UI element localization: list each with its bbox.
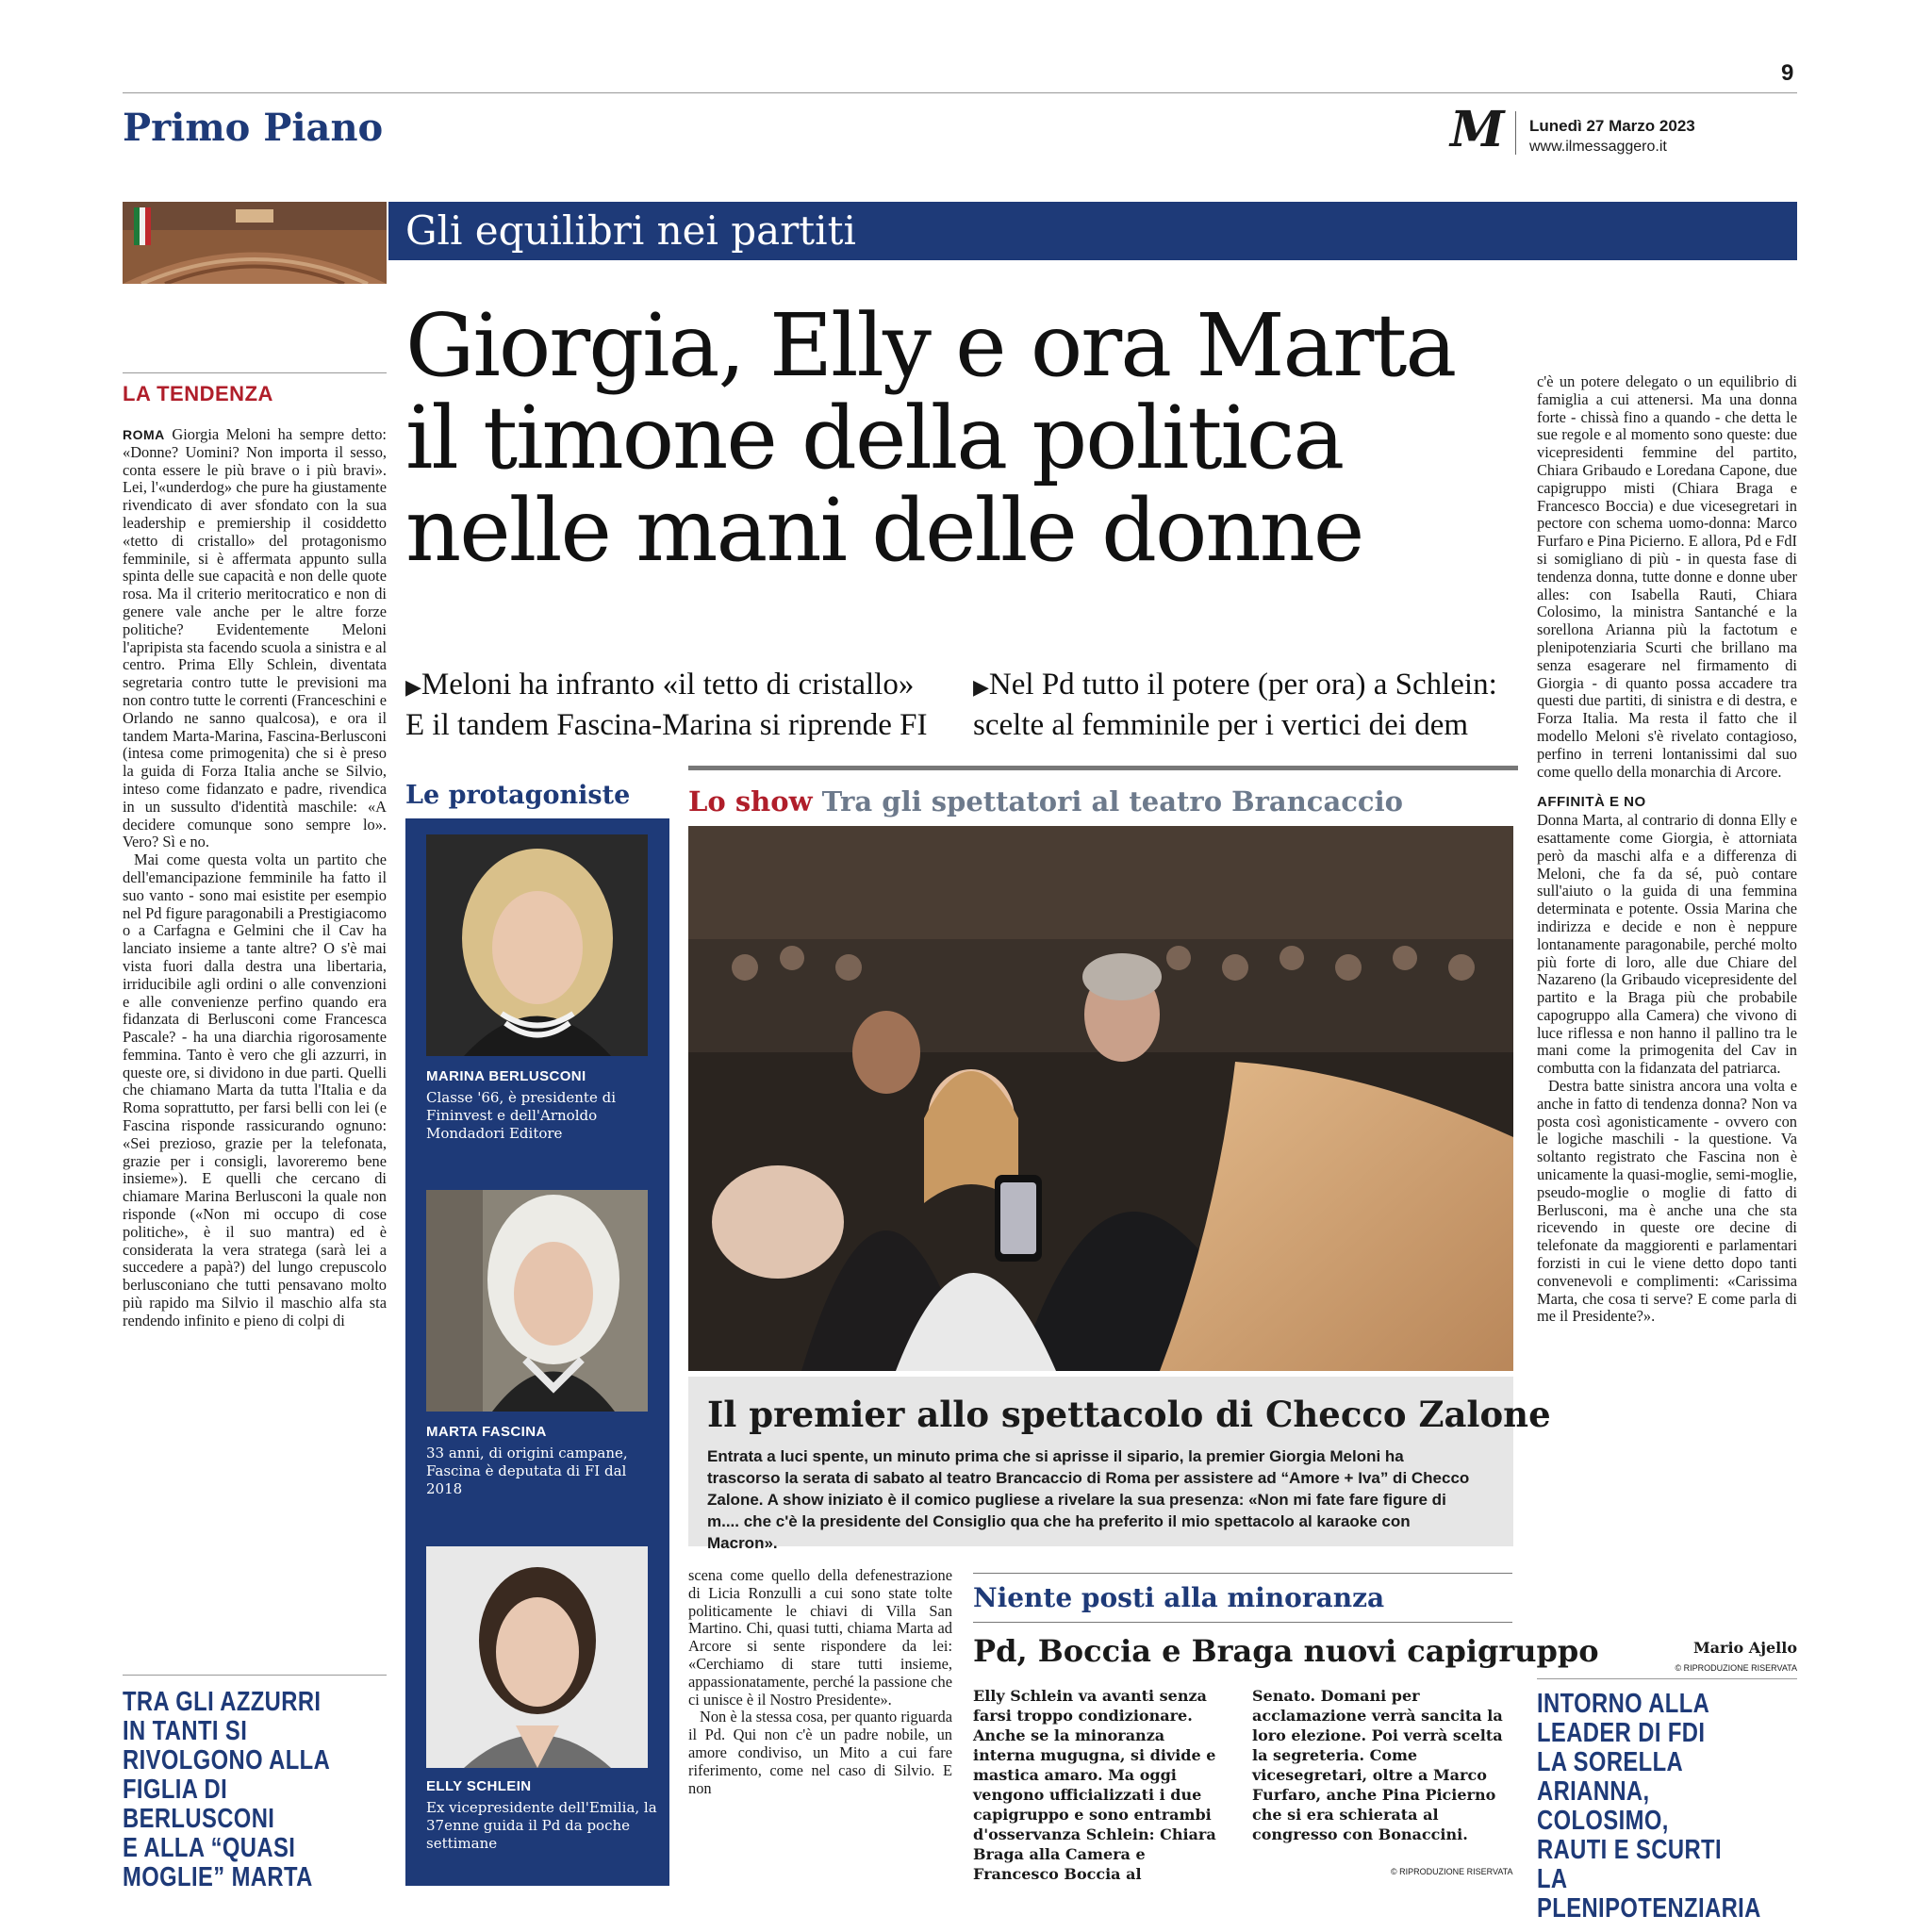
left-pullquote: TRA GLI AZZURRI IN TANTI SI RIVOLGONO ALLA FIGLIA DI BERLUSCONI E ALLA “QUASI MOGLIE” MARTA bbox=[123, 1687, 331, 1892]
right-paragraph-1: c'è un potere delegato o un equilibrio di famiglia a cui attenersi. Ma una donna forte - chissà fino a quando - che detta le sue regole e al momento sono queste: due vicepresidenti femmine del partito, Chiara Gribaudo e Loredana Capone, due capigruppo misti (Chiara Braga e Francesco Boccia) e due vicesegretari in pectore con schema uomo-donna: Marco Furfaro e Pina Picierno. E allora, Pd e FdI si somigliano di più - in questa fase di tendenza donna, tutte donne e donne uber alles: con Isabella Rauti, Chiara Colosimo, la ministra Santanché e la sorellona Arianna più la factotum e plenipotenziaria Scurti che brillano ma senza esagerare nel firmamento di Giorgia - di quanto possa accadere tra questi due partiti, di sinistra e di destra, e Forza Italia. Ma resta il fatto che il modello Meloni s'è rivelato contagioso, perfino in terreni lontanissimi dal suo come quello della monarchia di Arcore. bbox=[1537, 372, 1797, 781]
marta-fascina-desc: 33 anni, di origini campane, Fascina è deputata di FI dal 2018 bbox=[426, 1445, 628, 1497]
parliament-thumbnail bbox=[123, 202, 387, 284]
website: www.ilmessaggero.it bbox=[1529, 139, 1667, 155]
theater-photo bbox=[688, 826, 1513, 1371]
masthead-divider bbox=[1515, 111, 1516, 155]
right-pullquote-rule bbox=[1537, 1678, 1797, 1679]
show-subtitle: Tra gli spettatori al teatro Brancaccio bbox=[821, 785, 1403, 817]
marina-berlusconi-photo bbox=[426, 834, 648, 1056]
section-title: Primo Piano bbox=[123, 106, 384, 150]
author-signature: Mario Ajello bbox=[1692, 1639, 1797, 1657]
right-article-body bbox=[1537, 373, 1797, 1326]
marina-berlusconi-name: MARINA BERLUSCONI bbox=[426, 1068, 586, 1084]
headline-line-2: il timone della politica bbox=[405, 388, 1344, 488]
minority-kicker: Niente posti alla minoranza bbox=[973, 1582, 1385, 1613]
continuation-paragraph-1: scena come quello della defenestrazione di Licia Ronzulli a cui sono state tolte politicamente le chiavi di Villa San Martino. Chi, quasi tutti, chiama Marta ad Arcore si sente rispondere da lei: «Cerchiamo di stare tutti insieme, appassionatamente, perché la passione che ci unisce è il Nostro Presidente». bbox=[688, 1566, 952, 1709]
right-pullquote: INTORNO ALLA LEADER DI FDI LA SORELLA ARIANNA, COLOSIMO, RAUTI E SCURTI LA PLENIPOTENZIARIA bbox=[1537, 1689, 1761, 1924]
page-number: 9 bbox=[1781, 60, 1794, 86]
deck-left: ▶Meloni ha infranto «il tetto di cristallo» E il tandem Fascina-Marina si riprende FI bbox=[405, 668, 928, 742]
marina-berlusconi-desc: Classe '66, è presidente di Fininvest e dell'Arnoldo Mondadori Editore bbox=[426, 1089, 617, 1142]
minority-copyright: © RIPRODUZIONE RISERVATA bbox=[1391, 1867, 1513, 1876]
masthead-logo: M bbox=[1450, 101, 1505, 158]
headline-line-1: Giorgia, Elly e ora Marta bbox=[405, 295, 1456, 396]
left-column-rule bbox=[123, 372, 387, 373]
dateline: ROMA bbox=[123, 427, 165, 442]
right-paragraph-2: Donna Marta, al contrario di donna Elly e esattamente come Giorgia, è attorniata però da maschi alfa e a differenza di Meloni, che fa da sé, può contare sull'aiuto o la guida di una femmina determinata e potente. Ossia Marina che indirizza e decide e non è neppure lontanamente paragonabile, perché molto più forte di loro, alle due Chiare del Nazareno (la Gribaudo vicepresidente del partito e la Braga più che probabile capogruppo alla Camera) che vivono di luce riflessa e non hanno il pallino tra le mani come la primogenita del Cav in combutta con la fidanzata del patriarca. bbox=[1537, 811, 1797, 1078]
marta-fascina-photo bbox=[426, 1190, 648, 1412]
affinity-subhead: AFFINITÀ E NO bbox=[1537, 794, 1646, 811]
protagonists-title: Le protagoniste bbox=[405, 781, 631, 810]
issue-date: Lunedì 27 Marzo 2023 bbox=[1529, 117, 1695, 135]
right-copyright: © RIPRODUZIONE RISERVATA bbox=[1675, 1663, 1797, 1673]
continuation-paragraph-2: Non è la stessa cosa, per quanto riguarda il Pd. Qui non c'è un padre nobile, un amore condiviso, un Mito a cui fare riferimento, come nel caso di Silvio. E non bbox=[688, 1708, 952, 1797]
left-paragraph-2: Mai come questa volta un partito che dell'emancipazione femminile ha fatto il suo vanto - sono mai esistite per esempio nel Pd figure paragonabili a Prestigiacomo o a Carfagna e Gelmini che il Cav ha lanciato insieme a tante altre? O s'è mai vista fuori dalla destra una libertaria, irriducibile agli ordini o alle convenzioni e alle convenienze perfino quando era fidanzata di Berlusconi come Francesca Pascale? - ha una diarchia rigorosamente femmina. Tanto è vero che gli azzurri, in queste ore, si dividono in due parti. Quelli che chiamano Marta da tutta l'Italia e da Roma soprattutto, per farsi belli con lei (e Fascina risponde rassicurando ognuno: «Sei prezioso, grazie per la telefonata, grazie per i consigli, lavoreremo bene insieme»). E quelli che cercano di chiamare Marina Berlusconi la quale non risponde («Non mi occupo di cose politiche», è il suo mantra) ed è considerata la vera stratega (sarà lei a succedere a papà?) del lungo crepuscolo berlusconiano che tutti pensavano molto più rapido ma Silvio il maschio alfa sta rendendo infinito e pieno di colpi di bbox=[123, 850, 387, 1329]
show-header bbox=[688, 785, 1403, 817]
show-top-rule bbox=[688, 766, 1518, 770]
show-text: Entrata a luci spente, un minuto prima che si aprisse il sipario, la premier Giorgia Meloni ha trascorso la serata di sabato al teatro Brancaccio di Roma per assistere ad “Amore + Iva” di Checco Zalone. A show iniziato è il comico pugliese a rivelare la sua presenza: «Non mi fate fare figure di m.... che c'è la presidente del Consiglio qua che ha preferito il mio spettacolo al karaoke con Macron». bbox=[707, 1447, 1470, 1552]
banner-title: Gli equilibri nei partiti bbox=[405, 207, 856, 254]
headline-line-3: nelle mani delle donne bbox=[405, 480, 1363, 581]
elly-schlein-desc: Ex vicepresidente dell'Emilia, la 37enne guida il Pd da poche settimane bbox=[426, 1799, 657, 1852]
elly-schlein-name: ELLY SCHLEIN bbox=[426, 1778, 532, 1794]
elly-schlein-photo bbox=[426, 1546, 648, 1768]
deck-right: ▶Nel Pd tutto il potere (per ora) a Schlein: scelte al femminile per i vertici dei dem bbox=[973, 668, 1497, 742]
main-headline bbox=[405, 295, 1456, 581]
deck-arrow-icon: ▶ bbox=[973, 675, 989, 699]
continuation-body bbox=[688, 1567, 952, 1797]
tendency-kicker: LA TENDENZA bbox=[123, 382, 273, 405]
deck-arrow-icon: ▶ bbox=[405, 675, 421, 699]
left-article-body: ROMA Giorgia Meloni ha sempre detto: «Donne? Uomini? Non importa il sesso, conta essere le più brave o i più bravi». Lei, l'«underdog» che pure ha giustamente rivendicato di aver sfondato con la sua leadership e premiership il cosiddetto «tetto di cristallo» del protagonismo femminile, si è affermata appunto sulla spinta delle sue capacità e non delle quote rosa. Ma il criterio meritocratico e non di genere vale anche per le altre forze politiche? Evidentemente Meloni l'apripista sta facendo scuola a sinistra e al centro. Prima Elly Schlein, diventata segretaria contro tutte le previsioni ma non contro tutte le correnti (Franceschini e Orlando ne sanno qualcosa), e ora il tandem Marta-Marina, Fascina-Berlusconi (intesa come primogenita) che si è preso la guida di Forza Italia anche se Silvio, inteso come fidanzato e padre, rivendica in un sussulto d'identità maschile: «A decidere comunque sono sempre lo». Vero? Sì e no. Mai come questa volta un partito che dell'emancipazione femminile ha fatto il suo vanto - sono mai esistite per esempio nel Pd figure paragonabili a Prestigiacomo o a Carfagna e Gelmini che il Cav ha lanciato insieme a tante altre? O s'è mai vista fuori dalla destra una libertaria, irriducibile agli ordini o alle convenzioni e alle convenienze perfino quando era fidanzata di Berlusconi come Francesca Pascale? - ha una diarchia rigorosamente femmina. Tanto è vero che gli azzurri, in queste ore, si dividono in due parti. Quelli che chiamano Marta da tutta l'Italia e da Roma soprattutto, per farsi belli con lei (e Fascina risponde rassicurando ognuno: «Sei prezioso, grazie per la telefonata, grazie per i consigli, lavoreremo bene insieme»). E quelli che cercano di chiamare Marina Berlusconi la quale non risponde («Non mi occupo di cose politiche», è il suo mantra) ed è considerata la vera stratega (sarà lei a succedere a papà?) del lungo crepuscolo berlusconiano che tutti pensavano molto più rapido ma Silvio il maschio alfa sta rendendo infinito e pieno di colpi di bbox=[123, 425, 387, 1329]
minority-top-rule bbox=[973, 1573, 1512, 1574]
minority-col-2: Senato. Domani per acclamazione verrà sancita la loro elezione. Poi verrà scelta la segreteria. Come vicesegretari, oltre a Marco Furfaro, anche Pina Picierno che si era schierata al congresso con Bonaccini. bbox=[1252, 1687, 1503, 1843]
minority-col-1: Elly Schlein va avanti senza farsi troppo condizionare. Anche se la minoranza interna mugugna, si divide e mastica amaro. Ma oggi vengono ufficializzati i due capigruppo e sono entrambi d'osservanza Schlein: Chiara Braga alla Camera e Francesco Boccia al bbox=[973, 1687, 1216, 1883]
marta-fascina-name: MARTA FASCINA bbox=[426, 1424, 547, 1440]
minority-title: Pd, Boccia e Braga nuovi capigruppo bbox=[973, 1633, 1599, 1669]
show-title: Il premier allo spettacolo di Checco Zalone bbox=[707, 1394, 1551, 1435]
left-pullquote-rule bbox=[123, 1675, 387, 1676]
header-rule bbox=[123, 92, 1797, 93]
right-paragraph-3: Destra batte sinistra ancora una volta e anche in fatto di tendenza donna? Non va posta così agonisticamente - ovvero con le logiche maschili - la questione. Va soltanto registrato che Fascina non è unicamente la quasi-moglie, semi-moglie, pseudo-moglie o moglie di fatto di Berlusconi, ma è anche una che sta ricevendo in queste ore decine di telefonate da maggiorenti e parlamentari forzisti in cui le viene detto dopo tanti convenevoli e complimenti: «Carissima Marta, che cosa ti serve? E come parla di me il Presidente?». bbox=[1537, 1077, 1797, 1326]
minority-mid-rule bbox=[973, 1622, 1512, 1623]
show-kicker: Lo show bbox=[688, 785, 813, 817]
